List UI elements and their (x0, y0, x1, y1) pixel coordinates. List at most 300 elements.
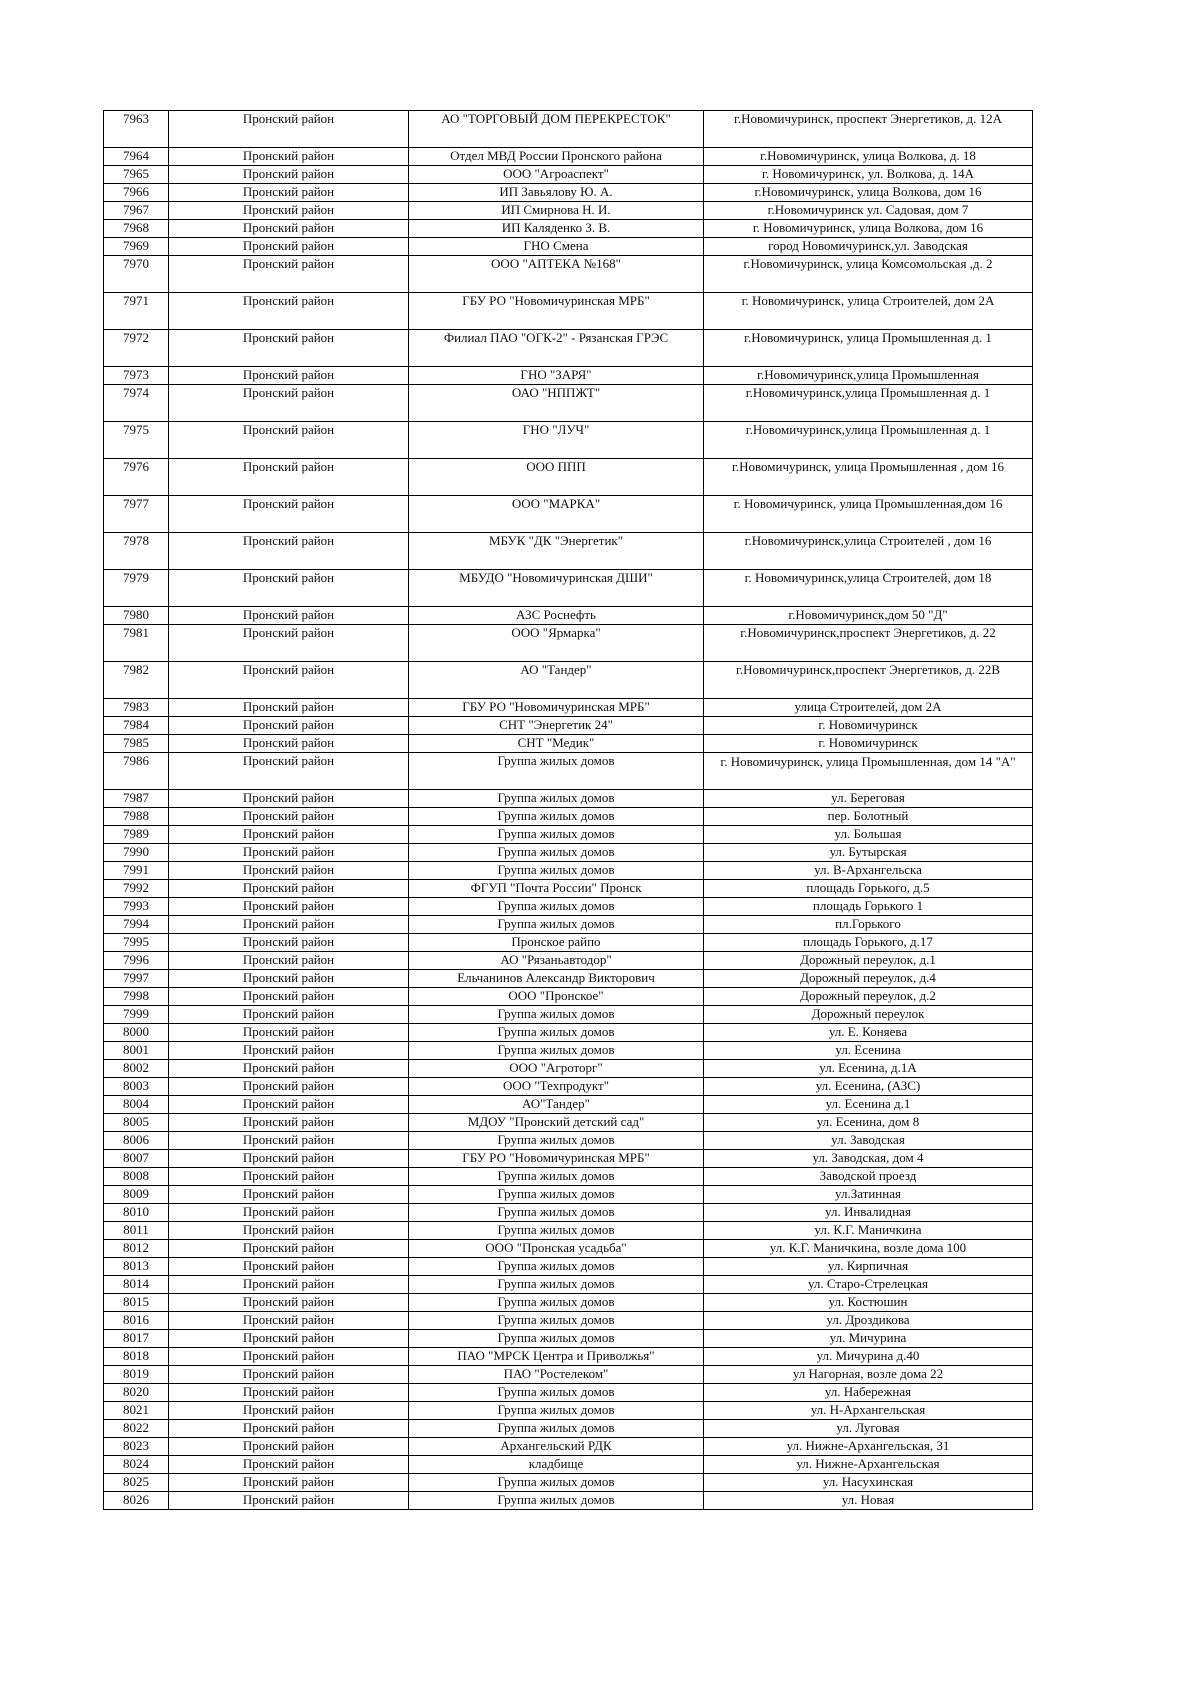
address-cell: ул. Есенина, дом 8 (704, 1114, 1033, 1132)
row-number: 7996 (104, 952, 169, 970)
row-number: 8007 (104, 1150, 169, 1168)
organization-cell: ООО "Техпродукт" (409, 1078, 704, 1096)
row-number: 7990 (104, 844, 169, 862)
organization-cell: Группа жилых домов (409, 862, 704, 880)
table-row (104, 367, 1033, 385)
organization-cell: Группа жилых домов (409, 1312, 704, 1330)
address-cell: ул. Насухинская (704, 1474, 1033, 1492)
district-cell: Пронский район (169, 1276, 409, 1294)
organization-cell: ООО "Ярмарка" (409, 625, 704, 662)
address-cell: г.Новомичуринск, улица Промышленная д. 1 (704, 330, 1033, 367)
row-number: 7965 (104, 166, 169, 184)
district-cell: Пронский район (169, 952, 409, 970)
address-cell: ул. Н-Архангельская (704, 1402, 1033, 1420)
district-cell: Пронский район (169, 1132, 409, 1150)
district-cell: Пронский район (169, 607, 409, 625)
address-cell: площадь Горького, д.17 (704, 934, 1033, 952)
district-cell: Пронский район (169, 367, 409, 385)
district-cell: Пронский район (169, 1186, 409, 1204)
table-row (104, 1204, 1033, 1222)
organization-cell: ПАО "Ростелеком" (409, 1366, 704, 1384)
organization-cell: Архангельский РДК (409, 1438, 704, 1456)
table-row (104, 844, 1033, 862)
district-cell: Пронский район (169, 1492, 409, 1510)
row-number: 8006 (104, 1132, 169, 1150)
address-cell: ул. Инвалидная (704, 1204, 1033, 1222)
row-number: 8020 (104, 1384, 169, 1402)
table-row (104, 898, 1033, 916)
address-cell: ул. Мичурина (704, 1330, 1033, 1348)
address-cell: Дорожный переулок, д.2 (704, 988, 1033, 1006)
row-number: 7975 (104, 422, 169, 459)
address-cell: г. Новомичуринск,улица Строителей, дом 18 (704, 570, 1033, 607)
organization-cell: Группа жилых домов (409, 753, 704, 790)
district-cell: Пронский район (169, 166, 409, 184)
organization-cell: Группа жилых домов (409, 1474, 704, 1492)
organization-cell: СНТ "Энергетик 24" (409, 717, 704, 735)
organization-cell: Группа жилых домов (409, 1132, 704, 1150)
district-cell: Пронский район (169, 1456, 409, 1474)
table-row (104, 970, 1033, 988)
district-cell: Пронский район (169, 1366, 409, 1384)
address-cell: г. Новомичуринск, улица Промышленная, дом 14 "А" (704, 753, 1033, 790)
table-row (104, 1042, 1033, 1060)
address-cell: г.Новомичуринск,проспект Энергетиков, д. 22 (704, 625, 1033, 662)
district-cell: Пронский район (169, 1240, 409, 1258)
address-cell: г.Новомичуринск, улица Волкова, дом 16 (704, 184, 1033, 202)
district-cell: Пронский район (169, 422, 409, 459)
district-cell: Пронский район (169, 717, 409, 735)
organization-cell: Ельчанинов Александр Викторович (409, 970, 704, 988)
address-cell: ул. Костюшин (704, 1294, 1033, 1312)
organization-cell: Группа жилых домов (409, 1492, 704, 1510)
table-row (104, 496, 1033, 533)
organization-cell: ООО ППП (409, 459, 704, 496)
table-row (104, 699, 1033, 717)
table-row (104, 880, 1033, 898)
organization-cell: ООО "Пронская усадьба" (409, 1240, 704, 1258)
district-cell: Пронский район (169, 256, 409, 293)
row-number: 7995 (104, 934, 169, 952)
row-number: 7963 (104, 111, 169, 148)
row-number: 7971 (104, 293, 169, 330)
address-cell: ул. Набережная (704, 1384, 1033, 1402)
district-cell: Пронский район (169, 385, 409, 422)
row-number: 8016 (104, 1312, 169, 1330)
table-row (104, 220, 1033, 238)
organization-cell: Группа жилых домов (409, 1006, 704, 1024)
table-row (104, 1258, 1033, 1276)
district-cell: Пронский район (169, 220, 409, 238)
address-cell: ул. Бутырская (704, 844, 1033, 862)
organization-cell: Группа жилых домов (409, 1258, 704, 1276)
row-number: 8014 (104, 1276, 169, 1294)
table-row (104, 422, 1033, 459)
district-cell: Пронский район (169, 1258, 409, 1276)
organization-cell: Группа жилых домов (409, 1330, 704, 1348)
row-number: 7997 (104, 970, 169, 988)
address-cell: Дорожный переулок, д.4 (704, 970, 1033, 988)
district-cell: Пронский район (169, 1078, 409, 1096)
row-number: 8009 (104, 1186, 169, 1204)
district-cell: Пронский район (169, 570, 409, 607)
table-row (104, 607, 1033, 625)
address-cell: г.Новомичуринск,улица Промышленная д. 1 (704, 385, 1033, 422)
row-number: 8005 (104, 1114, 169, 1132)
table-row (104, 1420, 1033, 1438)
row-number: 8022 (104, 1420, 169, 1438)
table-row (104, 111, 1033, 148)
district-cell: Пронский район (169, 753, 409, 790)
row-number: 7985 (104, 735, 169, 753)
table-row (104, 1168, 1033, 1186)
row-number: 7992 (104, 880, 169, 898)
district-cell: Пронский район (169, 533, 409, 570)
table-row (104, 385, 1033, 422)
row-number: 8011 (104, 1222, 169, 1240)
organization-cell: Группа жилых домов (409, 1168, 704, 1186)
address-cell: г.Новомичуринск,улица Промышленная д. 1 (704, 422, 1033, 459)
table-row (104, 1384, 1033, 1402)
organization-cell: Группа жилых домов (409, 1384, 704, 1402)
row-number: 8015 (104, 1294, 169, 1312)
organization-cell: МБУДО "Новомичуринская ДШИ" (409, 570, 704, 607)
organization-cell: Группа жилых домов (409, 1402, 704, 1420)
table-row (104, 570, 1033, 607)
address-cell: ул. Есенина (704, 1042, 1033, 1060)
district-cell: Пронский район (169, 988, 409, 1006)
row-number: 7999 (104, 1006, 169, 1024)
organization-cell: ООО "Агроторг" (409, 1060, 704, 1078)
organization-cell: ПАО "МРСК Центра и Приволжья" (409, 1348, 704, 1366)
district-cell: Пронский район (169, 496, 409, 533)
table-row (104, 293, 1033, 330)
district-cell: Пронский район (169, 1348, 409, 1366)
address-cell: площадь Горького, д.5 (704, 880, 1033, 898)
organization-cell: Группа жилых домов (409, 826, 704, 844)
table-row (104, 1330, 1033, 1348)
district-cell: Пронский район (169, 1312, 409, 1330)
table-row (104, 330, 1033, 367)
district-cell: Пронский район (169, 790, 409, 808)
table-row (104, 1186, 1033, 1204)
address-cell: ул. Береговая (704, 790, 1033, 808)
table-row (104, 238, 1033, 256)
table-row (104, 1024, 1033, 1042)
address-cell: г. Новомичуринск (704, 717, 1033, 735)
address-cell: ул. Новая (704, 1492, 1033, 1510)
table-row (104, 862, 1033, 880)
table-row (104, 1132, 1033, 1150)
organization-cell: Группа жилых домов (409, 1420, 704, 1438)
district-cell: Пронский район (169, 148, 409, 166)
row-number: 7991 (104, 862, 169, 880)
table-row (104, 1060, 1033, 1078)
organization-cell: АО "Тандер" (409, 662, 704, 699)
address-cell: г. Новомичуринск (704, 735, 1033, 753)
organization-cell: ОАО "НППЖТ" (409, 385, 704, 422)
row-number: 7974 (104, 385, 169, 422)
table-row (104, 625, 1033, 662)
district-cell: Пронский район (169, 1168, 409, 1186)
table-row (104, 1312, 1033, 1330)
table-body (104, 111, 1033, 1510)
district-cell: Пронский район (169, 1384, 409, 1402)
table-row (104, 1474, 1033, 1492)
address-cell: ул. Есенина д.1 (704, 1096, 1033, 1114)
address-cell: пер. Болотный (704, 808, 1033, 826)
address-cell: ул. Дроздикова (704, 1312, 1033, 1330)
district-cell: Пронский район (169, 1150, 409, 1168)
address-cell: ул. Нижне-Архангельская, 31 (704, 1438, 1033, 1456)
district-cell: Пронский район (169, 1114, 409, 1132)
row-number: 7984 (104, 717, 169, 735)
district-cell: Пронский район (169, 826, 409, 844)
address-cell: пл.Горького (704, 916, 1033, 934)
table-row (104, 1222, 1033, 1240)
address-cell: г. Новомичуринск, улица Волкова, дом 16 (704, 220, 1033, 238)
organization-cell: МДОУ "Пронский детский сад" (409, 1114, 704, 1132)
district-cell: Пронский район (169, 735, 409, 753)
organization-cell: Группа жилых домов (409, 1186, 704, 1204)
district-cell: Пронский район (169, 916, 409, 934)
table-row (104, 202, 1033, 220)
row-number: 8021 (104, 1402, 169, 1420)
row-number: 7973 (104, 367, 169, 385)
table-row (104, 1150, 1033, 1168)
address-cell: г. Новомичуринск, улица Строителей, дом 2А (704, 293, 1033, 330)
district-cell: Пронский район (169, 1042, 409, 1060)
district-cell: Пронский район (169, 862, 409, 880)
district-cell: Пронский район (169, 1420, 409, 1438)
district-cell: Пронский район (169, 1060, 409, 1078)
organization-cell: МБУК "ДК "Энергетик" (409, 533, 704, 570)
address-cell: ул. Есенина, д.1А (704, 1060, 1033, 1078)
table-row (104, 459, 1033, 496)
row-number: 8025 (104, 1474, 169, 1492)
row-number: 7998 (104, 988, 169, 1006)
organization-cell: ГБУ РО "Новомичуринская МРБ" (409, 293, 704, 330)
table-row (104, 916, 1033, 934)
row-number: 7993 (104, 898, 169, 916)
organization-cell: Группа жилых домов (409, 808, 704, 826)
row-number: 7994 (104, 916, 169, 934)
address-cell: ул.Затинная (704, 1186, 1033, 1204)
district-cell: Пронский район (169, 184, 409, 202)
table-row (104, 1114, 1033, 1132)
table-row (104, 1294, 1033, 1312)
district-cell: Пронский район (169, 808, 409, 826)
district-cell: Пронский район (169, 625, 409, 662)
address-cell: ул. Старо-Стрелецкая (704, 1276, 1033, 1294)
organization-cell: Пронское райпо (409, 934, 704, 952)
district-cell: Пронский район (169, 1222, 409, 1240)
address-cell: г.Новомичуринск, улица Комсомольская ,д. 2 (704, 256, 1033, 293)
organization-cell: Группа жилых домов (409, 916, 704, 934)
table-row (104, 790, 1033, 808)
table-row (104, 1006, 1033, 1024)
district-cell: Пронский район (169, 898, 409, 916)
organization-cell: Филиал ПАО "ОГК-2" - Рязанская ГРЭС (409, 330, 704, 367)
address-cell: ул. Е. Коняева (704, 1024, 1033, 1042)
table-row (104, 1402, 1033, 1420)
address-cell: ул. Нижне-Архангельская (704, 1456, 1033, 1474)
organization-cell: кладбище (409, 1456, 704, 1474)
organization-cell: ООО "Агроаспект" (409, 166, 704, 184)
district-cell: Пронский район (169, 1006, 409, 1024)
row-number: 8003 (104, 1078, 169, 1096)
organization-cell: ГНО "ЛУЧ" (409, 422, 704, 459)
table-row (104, 934, 1033, 952)
row-number: 7972 (104, 330, 169, 367)
district-cell: Пронский район (169, 1402, 409, 1420)
organization-cell: АО "ТОРГОВЫЙ ДОМ ПЕРЕКРЕСТОК" (409, 111, 704, 148)
table-row (104, 1366, 1033, 1384)
district-cell: Пронский район (169, 111, 409, 148)
address-cell: ул. Луговая (704, 1420, 1033, 1438)
district-cell: Пронский район (169, 1024, 409, 1042)
address-cell: ул. Кирпичная (704, 1258, 1033, 1276)
table-row (104, 808, 1033, 826)
address-cell: город Новомичуринск,ул. Заводская (704, 238, 1033, 256)
row-number: 7977 (104, 496, 169, 533)
table-row (104, 1456, 1033, 1474)
table-row (104, 1078, 1033, 1096)
row-number: 7976 (104, 459, 169, 496)
organization-cell: Группа жилых домов (409, 1204, 704, 1222)
address-cell: ул. К.Г. Маничкина (704, 1222, 1033, 1240)
district-cell: Пронский район (169, 459, 409, 496)
address-cell: г.Новомичуринск, улица Промышленная , дом 16 (704, 459, 1033, 496)
organization-cell: ИП Завьялову Ю. А. (409, 184, 704, 202)
table-row (104, 184, 1033, 202)
row-number: 7969 (104, 238, 169, 256)
address-cell: ул. Есенина, (АЗС) (704, 1078, 1033, 1096)
table-row (104, 256, 1033, 293)
address-cell: ул. Заводская (704, 1132, 1033, 1150)
row-number: 7983 (104, 699, 169, 717)
district-cell: Пронский район (169, 1096, 409, 1114)
row-number: 7980 (104, 607, 169, 625)
table-row (104, 533, 1033, 570)
organization-cell: ФГУП "Почта России" Пронск (409, 880, 704, 898)
organization-cell: АО "Рязаньавтодор" (409, 952, 704, 970)
address-table (103, 110, 1033, 1510)
district-cell: Пронский район (169, 662, 409, 699)
organization-cell: Отдел МВД России Пронского района (409, 148, 704, 166)
row-number: 8024 (104, 1456, 169, 1474)
district-cell: Пронский район (169, 293, 409, 330)
row-number: 8017 (104, 1330, 169, 1348)
table-row (104, 988, 1033, 1006)
address-cell: ул. В-Архангельска (704, 862, 1033, 880)
organization-cell: ИП Каляденко З. В. (409, 220, 704, 238)
district-cell: Пронский район (169, 934, 409, 952)
organization-cell: Группа жилых домов (409, 1294, 704, 1312)
table-row (104, 1492, 1033, 1510)
district-cell: Пронский район (169, 202, 409, 220)
row-number: 7970 (104, 256, 169, 293)
organization-cell: Группа жилых домов (409, 898, 704, 916)
address-cell: Дорожный переулок (704, 1006, 1033, 1024)
row-number: 8026 (104, 1492, 169, 1510)
address-cell: г.Новомичуринск, проспект Энергетиков, д. 12А (704, 111, 1033, 148)
address-cell: г. Новомичуринск, улица Промышленная,дом 16 (704, 496, 1033, 533)
row-number: 8019 (104, 1366, 169, 1384)
address-cell: улица Строителей, дом 2А (704, 699, 1033, 717)
row-number: 7981 (104, 625, 169, 662)
row-number: 7989 (104, 826, 169, 844)
district-cell: Пронский район (169, 1294, 409, 1312)
row-number: 8018 (104, 1348, 169, 1366)
district-cell: Пронский район (169, 238, 409, 256)
organization-cell: Группа жилых домов (409, 1042, 704, 1060)
table-row (104, 1438, 1033, 1456)
row-number: 8008 (104, 1168, 169, 1186)
district-cell: Пронский район (169, 970, 409, 988)
organization-cell: СНТ "Медик" (409, 735, 704, 753)
row-number: 7966 (104, 184, 169, 202)
table-row (104, 826, 1033, 844)
organization-cell: Группа жилых домов (409, 1024, 704, 1042)
table-row (104, 753, 1033, 790)
organization-cell: ООО "Пронское" (409, 988, 704, 1006)
district-cell: Пронский район (169, 1438, 409, 1456)
address-cell: г.Новомичуринск,дом 50 "Д" (704, 607, 1033, 625)
organization-cell: ООО "АПТЕКА №168" (409, 256, 704, 293)
district-cell: Пронский район (169, 1330, 409, 1348)
table-row (104, 1096, 1033, 1114)
row-number: 8010 (104, 1204, 169, 1222)
address-cell: г.Новомичуринск,улица Промышленная (704, 367, 1033, 385)
district-cell: Пронский район (169, 844, 409, 862)
row-number: 8004 (104, 1096, 169, 1114)
address-cell: ул. К.Г. Маничкина, возле дома 100 (704, 1240, 1033, 1258)
organization-cell: ГНО Смена (409, 238, 704, 256)
row-number: 8000 (104, 1024, 169, 1042)
district-cell: Пронский район (169, 330, 409, 367)
table-row (104, 662, 1033, 699)
address-cell: Дорожный переулок, д.1 (704, 952, 1033, 970)
table-row (104, 1348, 1033, 1366)
address-cell: ул. Большая (704, 826, 1033, 844)
row-number: 8002 (104, 1060, 169, 1078)
row-number: 7964 (104, 148, 169, 166)
organization-cell: ИП Смирнова Н. И. (409, 202, 704, 220)
table-row (104, 148, 1033, 166)
row-number: 7978 (104, 533, 169, 570)
table-row (104, 166, 1033, 184)
organization-cell: ГНО "ЗАРЯ" (409, 367, 704, 385)
address-cell: Заводской проезд (704, 1168, 1033, 1186)
address-cell: г.Новомичуринск, улица Волкова, д. 18 (704, 148, 1033, 166)
organization-cell: АЗС Роснефть (409, 607, 704, 625)
row-number: 7986 (104, 753, 169, 790)
organization-cell: Группа жилых домов (409, 1222, 704, 1240)
address-cell: г.Новомичуринск,проспект Энергетиков, д. 22В (704, 662, 1033, 699)
row-number: 7988 (104, 808, 169, 826)
address-cell: г. Новомичуринск, ул. Волкова, д. 14А (704, 166, 1033, 184)
district-cell: Пронский район (169, 1474, 409, 1492)
row-number: 7967 (104, 202, 169, 220)
organization-cell: АО"Тандер" (409, 1096, 704, 1114)
table-row (104, 952, 1033, 970)
row-number: 8012 (104, 1240, 169, 1258)
organization-cell: ГБУ РО "Новомичуринская МРБ" (409, 1150, 704, 1168)
address-cell: ул. Мичурина д.40 (704, 1348, 1033, 1366)
address-cell: г.Новомичуринск,улица Строителей , дом 16 (704, 533, 1033, 570)
row-number: 8001 (104, 1042, 169, 1060)
